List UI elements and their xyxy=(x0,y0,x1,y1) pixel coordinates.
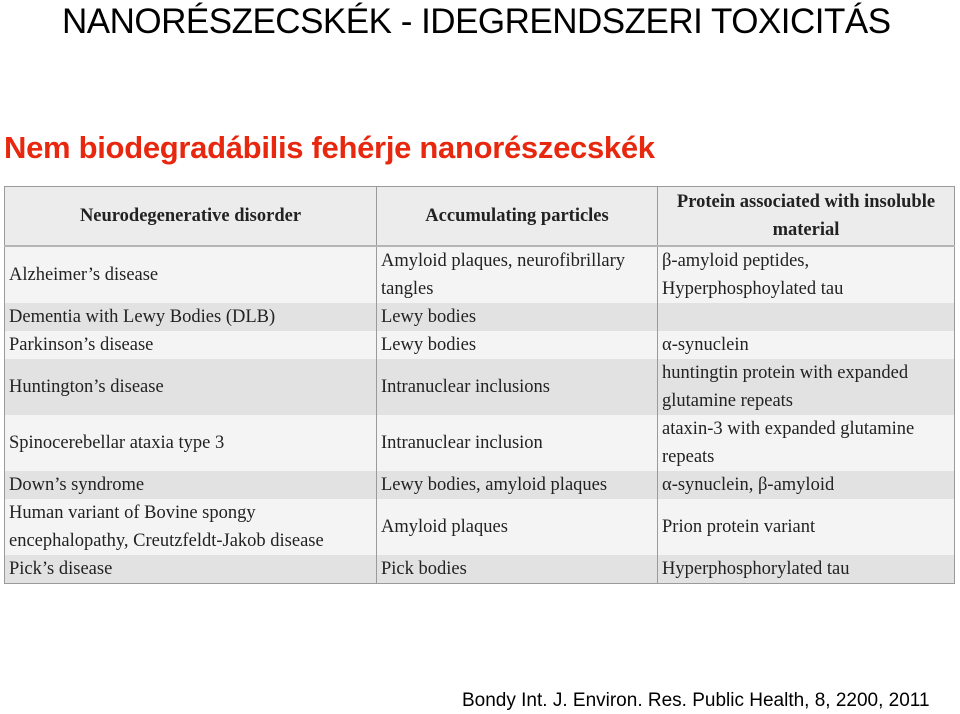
header-disorder: Neurodegenerative disorder xyxy=(5,187,377,247)
particles-cell: Intranuclear inclusion xyxy=(377,415,658,471)
disorder-cell: Spinocerebellar ataxia type 3 xyxy=(5,415,377,471)
table-header-row xyxy=(5,187,955,247)
particles-cell: Lewy bodies, amyloid plaques xyxy=(377,471,658,499)
slide-title: NANORÉSZECSKÉK - IDEGRENDSZERI TOXICITÁS xyxy=(62,2,891,41)
disorder-cell: Parkinson’s disease xyxy=(5,331,377,359)
table-row xyxy=(5,303,955,331)
table-row xyxy=(5,331,955,359)
table-row xyxy=(5,555,955,584)
header-protein: Protein associated with insoluble material xyxy=(658,187,955,247)
header-particles: Accumulating particles xyxy=(377,187,658,247)
disorder-table xyxy=(4,186,955,584)
table-row xyxy=(5,415,955,471)
table-row xyxy=(5,499,955,555)
protein-cell: β-amyloid peptides, Hyperphosphoylated tau xyxy=(658,246,955,303)
protein-cell: α-synuclein xyxy=(658,331,955,359)
particles-cell: Amyloid plaques xyxy=(377,499,658,555)
particles-cell: Intranuclear inclusions xyxy=(377,359,658,415)
protein-cell xyxy=(658,303,955,331)
protein-cell: ataxin-3 with expanded glutamine repeats xyxy=(658,415,955,471)
protein-cell: huntingtin protein with expanded glutamine repeats xyxy=(658,359,955,415)
disorder-cell: Down’s syndrome xyxy=(5,471,377,499)
slide-subtitle: Nem biodegradábilis fehérje nanorészecskék xyxy=(4,130,655,165)
disorder-cell: Alzheimer’s disease xyxy=(5,246,377,303)
table-row xyxy=(5,359,955,415)
particles-cell: Lewy bodies xyxy=(377,303,658,331)
disorder-cell: Dementia with Lewy Bodies (DLB) xyxy=(5,303,377,331)
protein-cell: α-synuclein, β-amyloid xyxy=(658,471,955,499)
disorder-cell: Human variant of Bovine spongy encephalopathy, Creutzfeldt-Jakob disease xyxy=(5,499,377,555)
table-row xyxy=(5,246,955,303)
disorder-cell: Huntington’s disease xyxy=(5,359,377,415)
protein-cell: Prion protein variant xyxy=(658,499,955,555)
disorder-cell: Pick’s disease xyxy=(5,555,377,584)
particles-cell: Lewy bodies xyxy=(377,331,658,359)
particles-cell: Pick bodies xyxy=(377,555,658,584)
protein-cell: Hyperphosphorylated tau xyxy=(658,555,955,584)
particles-cell: Amyloid plaques, neurofibrillary tangles xyxy=(377,246,658,303)
citation: Bondy Int. J. Environ. Res. Public Health, 8, 2200, 2011 xyxy=(462,690,930,711)
table-row xyxy=(5,471,955,499)
